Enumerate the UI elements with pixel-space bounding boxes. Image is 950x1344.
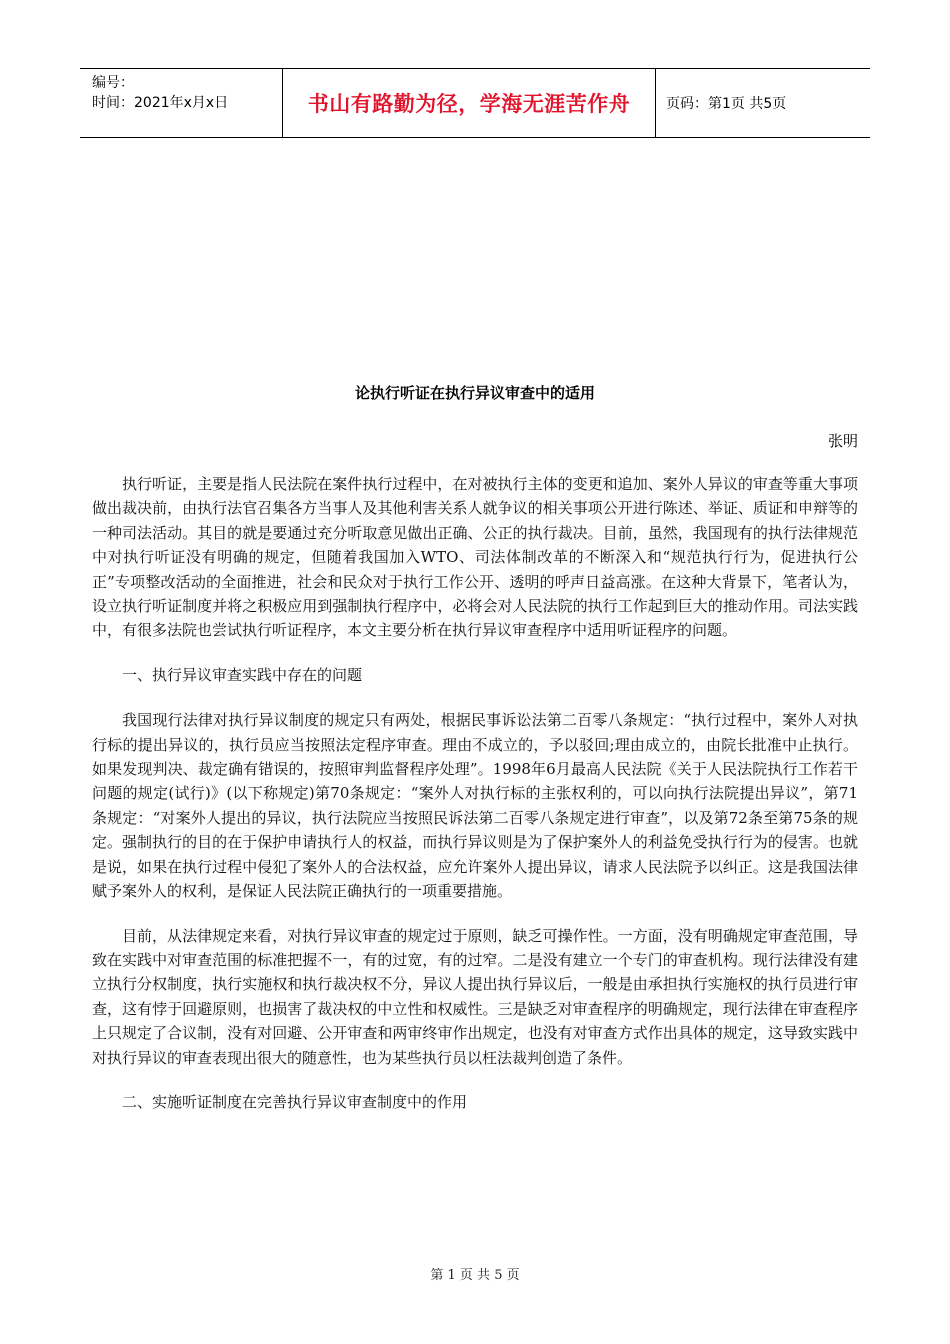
header-motto: 书山有路勤为径，学海无涯苦作舟 [283,69,656,137]
body-paragraph: 执行听证，主要是指人民法院在案件执行过程中，在对被执行主体的变更和追加、案外人异议的审查等重大事项做出裁决前，由执行法官召集各方当事人及其他利害关系人就争议的相关事项公开进行陈述、举证、质证和申辩等的一种司法活动。其目的就是要通过充分听取意见做出正确、公正的执行裁决。目前，虽然，我国现有的执行法律规范中对执行听证没有明确的规定，但随着我国加入WTO、司法体制改革的不断深入和“规范执行行为，促进执行公正”专项整改活动的全面推进，社会和民众对于执行工作公开、透明的呼声日益高涨。在这种大背景下，笔者认为，设立执行听证制度并将之积极应用到强制执行程序中，必将会对人民法院的执行工作起到巨大的推动作用。司法实践中，有很多法院也尝试执行听证程序，本文主要分析在执行异议审查程序中适用听证程序的问题。 [92,475,858,640]
body-paragraph: 我国现行法律对执行异议制度的规定只有两处，根据民事诉讼法第二百零八条规定：“执行过程中，案外人对执行标的提出异议的，执行员应当按照法定程序审查。理由不成立的，予以驳回;理由成立的，由院长批准中止执行。如果发现判决、裁定确有错误的，按照审判监督程序处理”。1998年6月最高人民法院《关于人民法院执行工作若干问题的规定(试行)》(以下称规定)第70条规定：“案外人对执行标的主张权利的，可以向执行法院提出异议”，第71条规定：“对案外人提出的异议，执行法院应当按照民诉法第二百零八条规定进行审查”，以及第72条至第75条的规定。强制执行的目的在于保护申请执行人的权益，而执行异议则是为了保护案外人的利益免受执行行为的侵害。也就是说，如果在执行过程中侵犯了案外人的合法权益，应允许案外人提出异议，请求人民法院予以纠正。这是我国法律赋予案外人的权利，是保证人民法院正确执行的一项重要措施。 [92,711,858,901]
article-body [92,472,858,1135]
doc-number-label: 编号： [92,75,134,91]
page-footer: 第 1 页 共 5 页 [430,1268,520,1283]
doc-time-label: 时间：2021年x月x日 [92,95,229,111]
section-heading: 一、执行异议审查实践中存在的问题 [122,665,363,684]
header-page-info: 页码：第1页 共5页 [666,96,787,112]
header-info-cell [80,69,283,137]
section-heading: 二、实施听证制度在完善执行异议审查制度中的作用 [122,1092,468,1111]
article-title: 论执行听证在执行异议审查中的适用 [354,384,595,402]
body-paragraph: 目前，从法律规定来看，对执行异议审查的规定过于原则，缺乏可操作性。一方面，没有明确规定审查范围，导致在实践中对审查范围的标准把握不一，有的过宽，有的过窄。二是没有建立一个专门的审查机构。现行法律没有建立执行分权制度，执行实施权和执行裁决权不分，异议人提出执行异议后，一般是由承担执行实施权的执行员进行审查，这有悖于回避原则，也损害了裁决权的中立性和权威性。三是缺乏对审查程序的明确规定，现行法律在审查程序上只规定了合议制，没有对回避、公开审查和两审终审作出规定，也没有对审查方式作出具体的规定，这导致实践中对执行异议的审查表现出很大的随意性，也为某些执行员以枉法裁判创造了条件。 [92,926,858,1067]
document-header [80,68,870,138]
article-author: 张明 [827,432,858,450]
